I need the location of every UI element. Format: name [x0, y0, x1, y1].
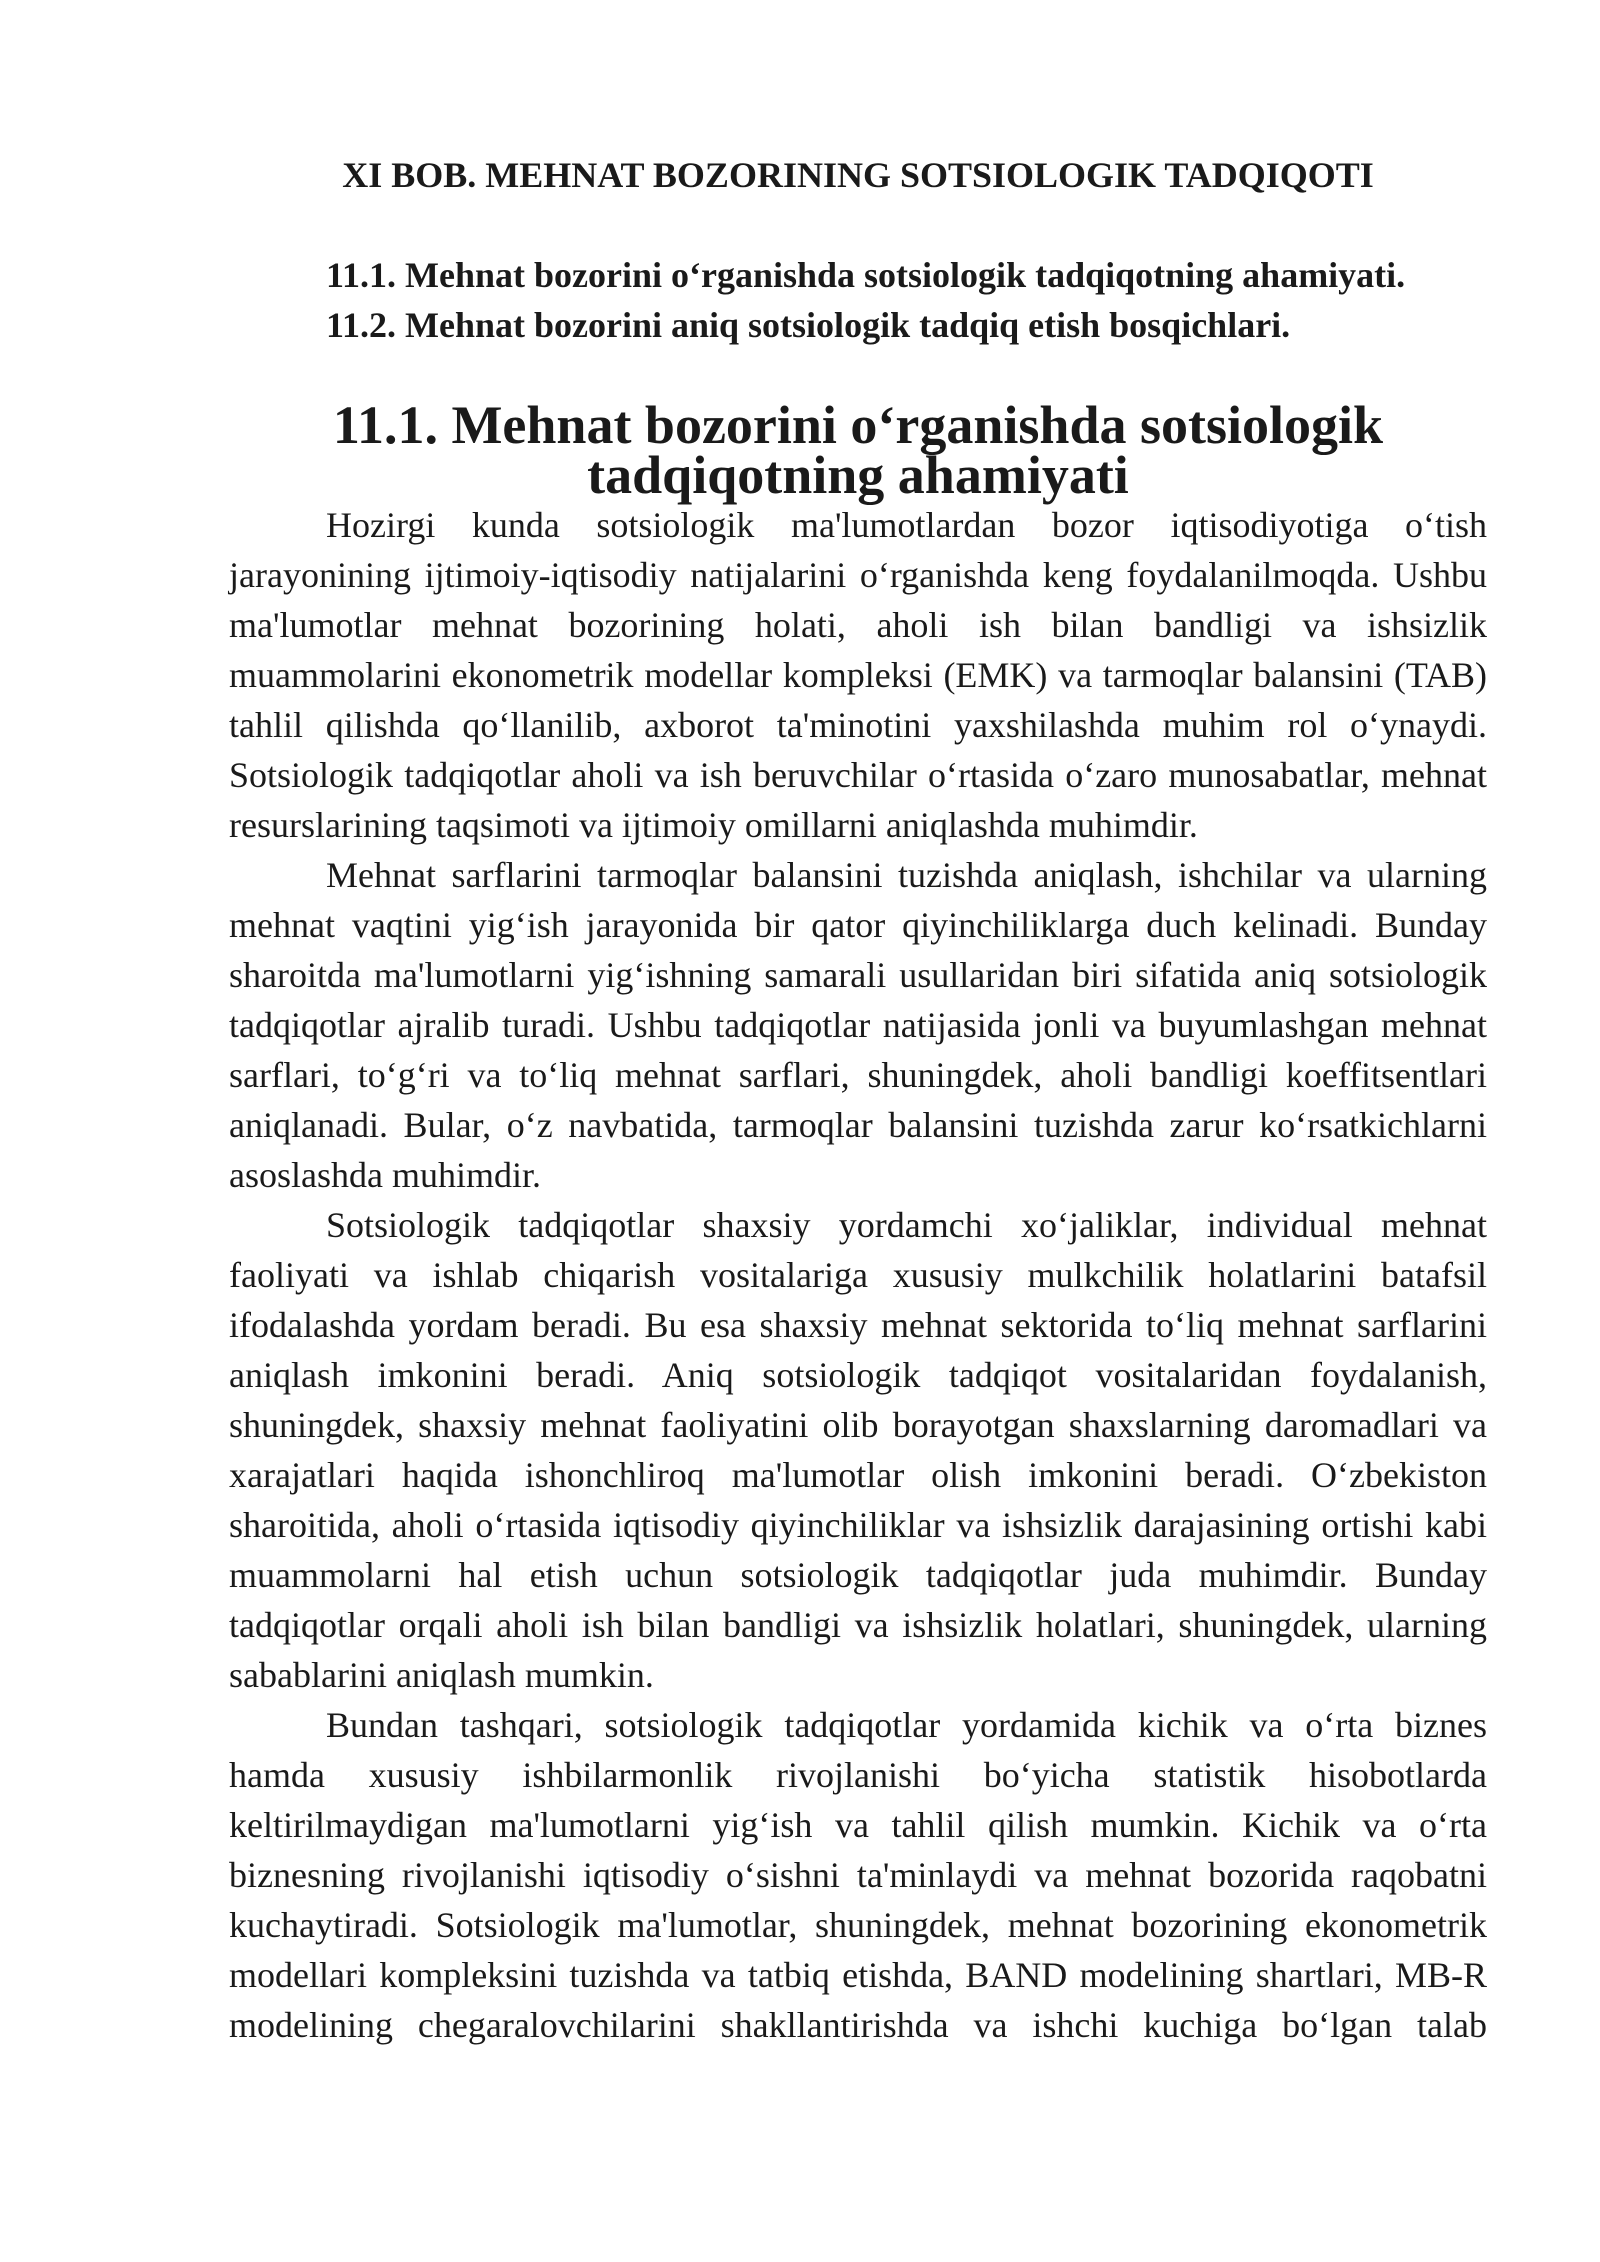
section-list	[229, 250, 1487, 350]
section-heading: 11.1. Mehnat bozorini o‘rganishda sotsiologik tadqiqotning ahamiyati	[332, 395, 1384, 505]
section-body	[229, 500, 1487, 2050]
paragraph: Mehnat sarflarini tarmoqlar balansini tuzishda aniqlash, ishchilar va ularning mehnat vaqtini yig‘ish jarayonida bir qator qiyinchiliklarga duch kelinadi. Bunday sharoitda ma'lumotlarni yig‘ishning samarali usullaridan biri sifatida aniq sotsiologik tadqiqotlar ajralib turadi. Ushbu tadqiqotlar natijasida jonli va buyumlashgan mehnat sarflari, to‘g‘ri va to‘liq mehnat sarflari, shuningdek, aholi bandligi koeffitsentlari aniqlanadi. Bular, o‘z navbatida, tarmoqlar balansini tuzishda zarur ko‘rsatkichlarni asoslashda muhimdir.	[229, 855, 1487, 1195]
paragraph: Hozirgi kunda sotsiologik ma'lumotlardan bozor iqtisodiyotiga o‘tish jarayonining ijtimoiy-iqtisodiy natijalarini o‘rganishda keng foydalanilmoqda. Ushbu ma'lumotlar mehnat bozorining holati, aholi ish bilan bandligi va ishsizlik muammolarini ekonometrik modellar kompleksi (EMK) va tarmoqlar balansini (TAB) tahlil qilishda qo‘llanilib, axborot ta'minotini yaxshilashda muhim rol o‘ynaydi. Sotsiologik tadqiqotlar aholi va ish beruvchilar o‘rtasida o‘zaro munosabatlar, mehnat resurslarining taqsimoti va ijtimoiy omillarni aniqlashda muhimdir.	[229, 505, 1487, 845]
section-list-item: 11.1. Mehnat bozorini o‘rganishda sotsiologik tadqiqotning ahamiyati.	[326, 255, 1406, 295]
chapter-title: XI BOB. MEHNAT BOZORINING SOTSIOLOGIK TADQIQOTI	[342, 155, 1374, 195]
paragraph: Sotsiologik tadqiqotlar shaxsiy yordamchi xo‘jaliklar, individual mehnat faoliyati va ishlab chiqarish vositalariga xususiy mulkchilik holatlarini batafsil ifodalashda yordam beradi. Bu esa shaxsiy mehnat sektorida to‘liq mehnat sarflarini aniqlash imkonini beradi. Aniq sotsiologik tadqiqot vositalaridan foydalanish, shuningdek, shaxsiy mehnat faoliyatini olib borayotgan shaxslarning daromadlari va xarajatlari haqida ishonchliroq ma'lumotlar olish imkonini beradi. O‘zbekiston sharoitida, aholi o‘rtasida iqtisodiy qiyinchiliklar va ishsizlik darajasining ortishi kabi muammolarni hal etish uchun sotsiologik tadqiqotlar juda muhimdir. Bunday tadqiqotlar orqali aholi ish bilan bandligi va ishsizlik holatlari, shuningdek, ularning sabablarini aniqlash mumkin.	[229, 1205, 1487, 1695]
document-page	[229, 150, 1487, 2050]
section-list-item: 11.2. Mehnat bozorini aniq sotsiologik tadqiq etish bosqichlari.	[326, 305, 1291, 345]
paragraph: Bundan tashqari, sotsiologik tadqiqotlar yordamida kichik va o‘rta biznes hamda xususiy ishbilarmonlik rivojlanishi bo‘yicha statistik hisobotlarda keltirilmaydigan ma'lumotlarni yig‘ish va tahlil qilish mumkin. Kichik va o‘rta biznesning rivojlanishi iqtisodiy o‘sishni ta'minlaydi va mehnat bozorida raqobatni kuchaytiradi. Sotsiologik ma'lumotlar, shuningdek, mehnat bozorining ekonometrik modellari kompleksini tuzishda va tatbiq etishda, BAND modelining shartlari, MB-R modelining chegaralovchilarini shakllantirishda va ishchi kuchiga bo‘lgan talab	[229, 1705, 1487, 2045]
spacer	[229, 350, 1487, 400]
